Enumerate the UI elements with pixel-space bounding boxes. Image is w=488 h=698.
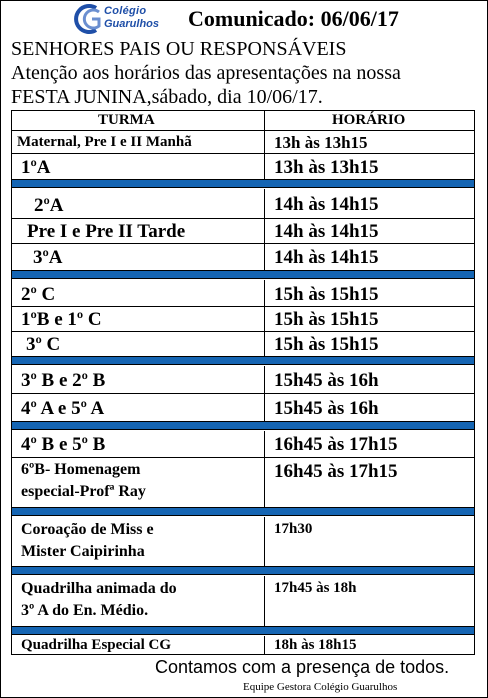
- table-row: [12, 280, 474, 307]
- turma-cell-line-1: Quadrilha animada do: [21, 580, 177, 597]
- horario-cell: 13h às 13h15: [274, 133, 368, 152]
- turma-cell: 4º B e 5º B: [21, 434, 106, 455]
- horario-cell: 14h às 14h15: [274, 221, 379, 242]
- table-row: [12, 366, 474, 394]
- table-row: [12, 431, 474, 458]
- table-row: [12, 189, 474, 219]
- horario-cell: 18h às 18h15: [274, 637, 357, 653]
- table-row: [12, 517, 474, 567]
- turma-cell: 3º C: [26, 334, 61, 355]
- table-row: [12, 219, 474, 244]
- table-row: [12, 394, 474, 422]
- turma-cell: 3ºA: [33, 247, 63, 268]
- horario-cell: 15h às 15h15: [274, 309, 379, 330]
- notice-text-line-2: FESTA JUNINA,sábado, dia 10/06/17.: [11, 86, 323, 108]
- table-row: [12, 332, 474, 357]
- column-divider: [264, 189, 265, 271]
- turma-cell: 1ºA: [21, 157, 51, 178]
- notice-text-line-1: Atenção aos horários das apresentações na nossa: [11, 62, 401, 84]
- turma-cell: Pre I e Pre II Tarde: [27, 221, 186, 242]
- cg-logo-icon: [72, 2, 106, 36]
- group-separator: [12, 357, 474, 365]
- table-row: [12, 458, 474, 508]
- notice-title: Comunicado: 06/06/17: [188, 6, 399, 31]
- group-separator: [12, 627, 474, 635]
- group-separator: [12, 180, 474, 188]
- signature: Equipe Gestora Colégio Guarulhos: [243, 681, 398, 693]
- horario-cell: 13h às 13h15: [274, 157, 379, 178]
- turma-cell-line-2: 3º A do En. Médio.: [21, 602, 149, 619]
- turma-cell: 3º B e 2º B: [21, 370, 106, 391]
- closing-message: Contamos com a presença de todos.: [155, 657, 450, 677]
- table-row: [12, 307, 474, 332]
- horario-cell: 14h às 14h15: [274, 247, 379, 268]
- horario-cell: 14h às 14h15: [274, 194, 379, 215]
- column-divider: [264, 517, 265, 567]
- turma-cell: 1ºB e 1º C: [21, 309, 102, 330]
- schedule-table: [11, 110, 475, 655]
- turma-cell-line-2: especial-Profª Ray: [21, 483, 146, 500]
- turma-cell: 2ºA: [34, 195, 64, 216]
- group-separator: [12, 567, 474, 575]
- horario-cell: 15h45 às 16h: [274, 370, 379, 391]
- horario-cell: 17h45 às 18h: [274, 580, 357, 596]
- table-row: [12, 636, 474, 654]
- table-row: [12, 576, 474, 627]
- greeting: SENHORES PAIS OU RESPONSÁVEIS: [11, 38, 347, 60]
- column-divider: [264, 280, 265, 357]
- letterhead: [0, 0, 488, 110]
- logo-text-colegio: Colégio: [104, 5, 147, 17]
- column-header-horario: HORÁRIO: [332, 112, 406, 128]
- turma-cell: Quadrilha Especial CG: [21, 637, 172, 653]
- turma-cell: 2º C: [21, 284, 56, 305]
- horario-cell: 15h às 15h15: [274, 334, 379, 355]
- table-header-row: [12, 111, 474, 131]
- column-divider: [264, 576, 265, 627]
- column-divider: [264, 366, 265, 422]
- table-row: [12, 131, 474, 154]
- school-logo: [72, 2, 182, 36]
- horario-cell: 16h45 às 17h15: [274, 461, 398, 482]
- turma-cell-line-1: 6ºB- Homenagem: [21, 461, 141, 478]
- table-row: [12, 154, 474, 180]
- horario-cell: 15h45 às 16h: [274, 398, 379, 419]
- turma-cell: Maternal, Pre I e II Manhã: [17, 134, 192, 150]
- turma-cell-line-2: Mister Caipirinha: [21, 543, 145, 560]
- horario-cell: 15h às 15h15: [274, 284, 379, 305]
- column-divider: [264, 111, 265, 131]
- horario-cell: 16h45 às 17h15: [274, 434, 398, 455]
- column-divider: [264, 431, 265, 508]
- group-separator: [12, 271, 474, 279]
- group-separator: [12, 508, 474, 516]
- column-header-turma: TURMA: [98, 112, 155, 128]
- table-row: [12, 244, 474, 271]
- group-separator: [12, 422, 474, 430]
- column-divider: [264, 131, 265, 180]
- turma-cell: 4º A e 5º A: [21, 398, 105, 419]
- column-divider: [264, 636, 265, 654]
- horario-cell: 17h30: [274, 521, 313, 537]
- logo-text-guarulhos: Guarulhos: [104, 18, 160, 30]
- turma-cell-line-1: Coroação de Miss e: [21, 521, 154, 538]
